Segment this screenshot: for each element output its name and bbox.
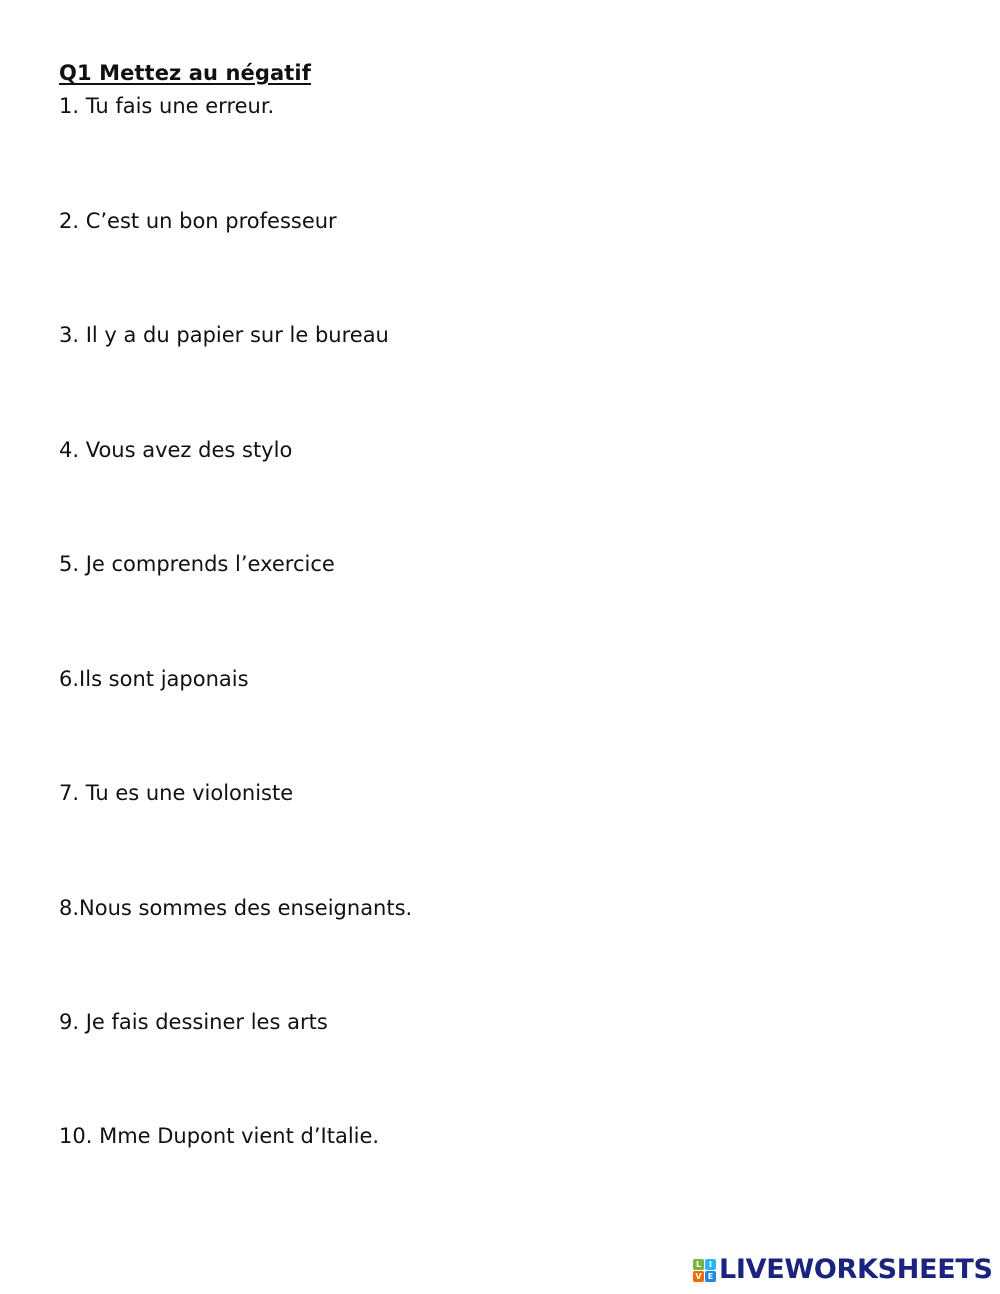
worksheet-title: Q1 Mettez au négatif	[59, 61, 311, 85]
logo-mark-cell: V	[693, 1271, 704, 1282]
question-3: 3. Il y a du papier sur le bureau	[59, 323, 389, 347]
logo-mark-cell: I	[705, 1259, 716, 1270]
logo-mark-cell: L	[693, 1259, 704, 1270]
question-10: 10. Mme Dupont vient d’Italie.	[59, 1124, 380, 1148]
logo-text: LIVEWORKSHEETS	[719, 1254, 993, 1285]
question-6: 6.Ils sont japonais	[59, 667, 249, 691]
question-8: 8.Nous sommes des enseignants.	[59, 896, 413, 920]
logo-mark-icon	[693, 1259, 716, 1282]
liveworksheets-logo	[693, 1255, 993, 1285]
question-2: 2. C’est un bon professeur	[59, 209, 337, 233]
logo-mark-cell: E	[705, 1271, 716, 1282]
question-4: 4. Vous avez des stylo	[59, 438, 293, 462]
question-1: 1. Tu fais une erreur.	[59, 94, 275, 118]
question-5: 5. Je comprends l’exercice	[59, 552, 335, 576]
question-9: 9. Je fais dessiner les arts	[59, 1010, 328, 1034]
question-7: 7. Tu es une violoniste	[59, 781, 294, 805]
